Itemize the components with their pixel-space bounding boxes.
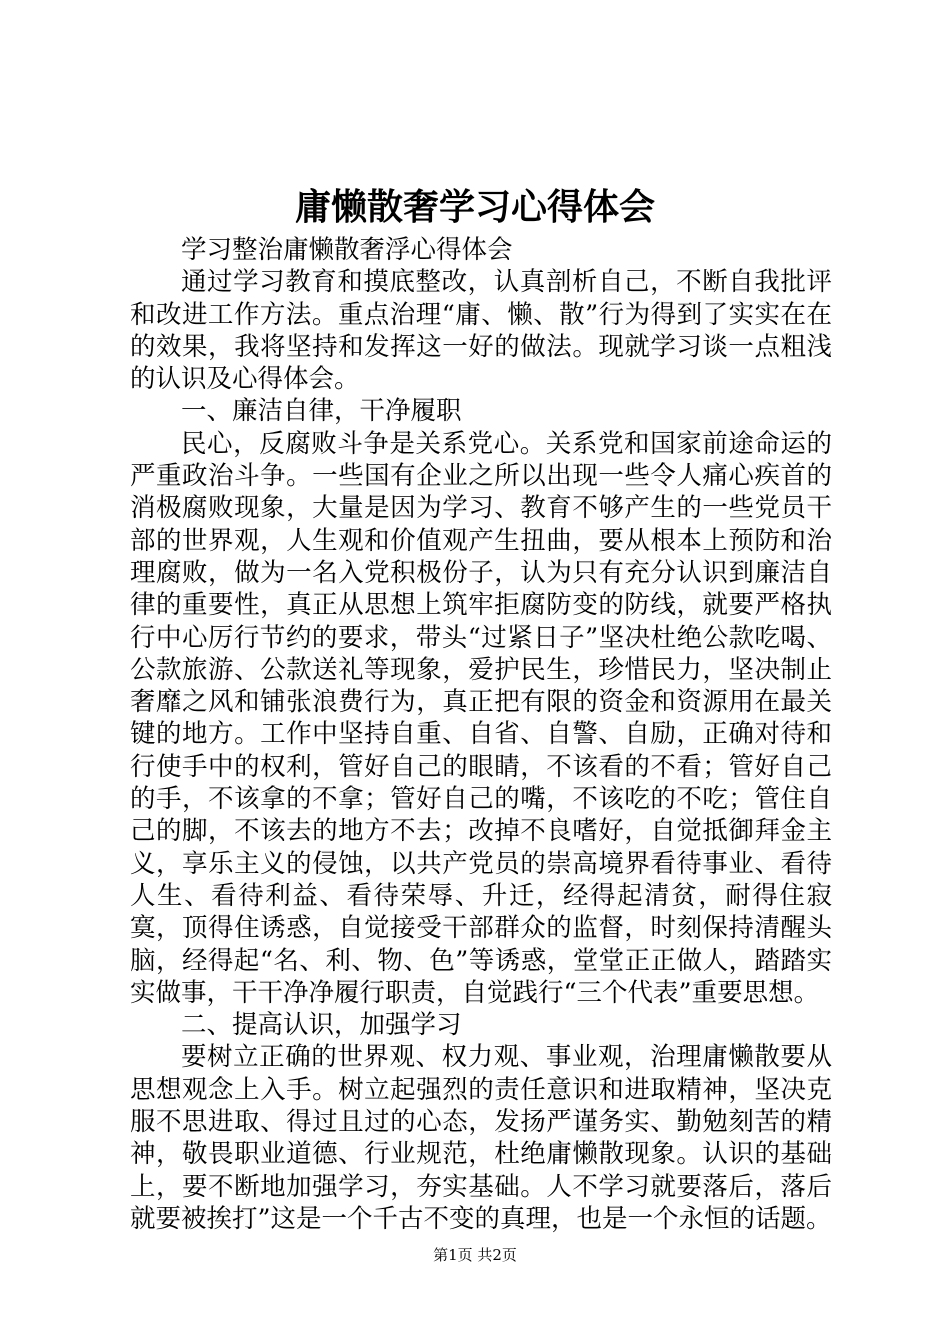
- intro-paragraph: 通过学习教育和摸底整改，认真剖析自己，不断自我批评和改进工作方法。重点治理“庸、懒、散”行为得到了实实在在的效果，我将坚持和发挥这一好的做法。现就学习谈一点粗浅的认识及心得体会。: [130, 267, 832, 395]
- section-2-paragraph: 要树立正确的世界观、权力观、事业观，治理庸懒散要从思想观念上入手。树立起强烈的责任意识和进取精神，坚决克服不思进取、得过且过的心态，发扬严谨务实、勤勉刻苦的精神，敬畏职业道德、行业规范，杜绝庸懒散现象。认识的基础上，要不断地加强学习，夯实基础。人不学习就要落后，落后就要被挨打”这是一个千古不变的真理，也是一个永恒的话题。: [130, 1042, 832, 1234]
- subtitle-paragraph: 学习整治庸懒散奢浮心得体会: [181, 235, 513, 265]
- section-heading-2: 二、提高认识，加强学习: [181, 1010, 462, 1041]
- document-body: [130, 234, 832, 1235]
- page-number-footer: 第1页 共2页: [433, 1246, 517, 1264]
- section-1-paragraph: 民心，反腐败斗争是关系党心。关系党和国家前途命运的严重政治斗争。一些国有企业之所以出现一些令人痛心疾首的消极腐败现象，大量是因为学习、教育不够产生的一些党员干部的世界观，人生观和价值观产生扭曲，要从根本上预防和治理腐败，做为一名入党积极份子，认为只有充分认识到廉洁自律的重要性，真正从思想上筑牢拒腐防变的防线，就要严格执行中心厉行节约的要求，带头“过紧日子”坚决杜绝公款吃喝、公款旅游、公款送礼等现象，爱护民生，珍惜民力，坚决制止奢靡之风和铺张浪费行为，真正把有限的资金和资源用在最关键的地方。工作中坚持自重、自省、自警、自励，正确对待和行使手中的权利，管好自己的眼睛，不该看的不看；管好自己的手，不该拿的不拿；管好自己的嘴，不该吃的不吃；管住自己的脚，不该去的地方不去；改掉不良嗜好，自觉抵御拜金主义，享乐主义的侵蚀，以共产党员的崇高境界看待事业、看待人生、看待利益、看待荣辱、升迁，经得起清贫，耐得住寂寞，顶得住诱惑，自觉接受干部群众的监督，时刻保持清醒头脑，经得起“名、利、物、色”等诱惑，堂堂正正做人，踏踏实实做事，干干净净履行职责，自觉践行“三个代表”重要思想。: [130, 428, 832, 1008]
- document-title: 庸懒散奢学习心得体会: [294, 187, 655, 228]
- section-heading-1: 一、廉洁自律，干净履职: [181, 396, 462, 427]
